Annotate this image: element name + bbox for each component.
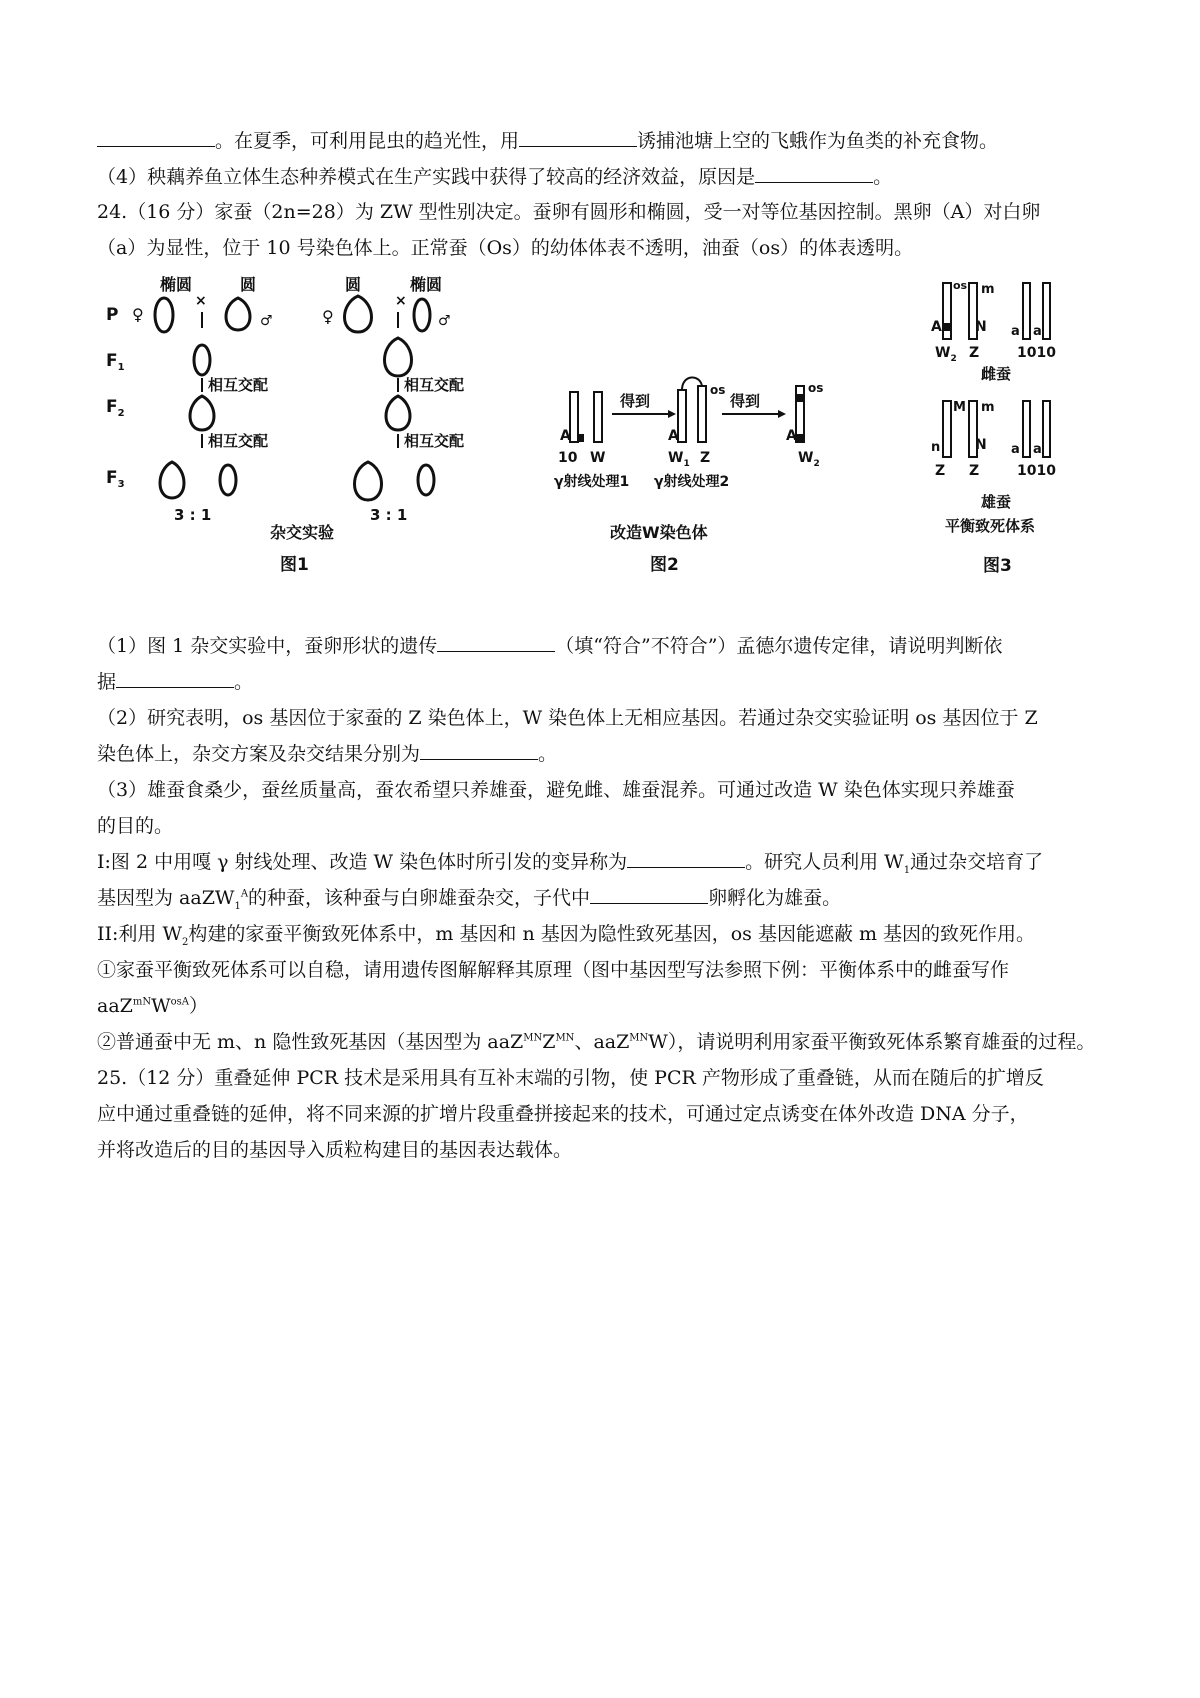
fig1-F2: $F_2$ [106,397,125,419]
fig1-mate-label: 相互交配 [208,432,269,450]
fig3-M: M [953,400,966,415]
answer-blank[interactable] [590,885,708,904]
egg-ellipse-icon [220,465,236,495]
fig2-10: 10 [558,450,578,466]
q24-intro-1: 24.（16 分）家蚕（2n=28）为 ZW 型性别决定。蚕卵有圆形和椭圆，受一对等位基因控制。黑卵（A）对白卵 [97,201,1041,223]
fig1-label-ellipse-right: 椭圆 [410,275,443,294]
fig2-os: os [710,383,726,397]
egg-round-icon [345,296,372,332]
fig3-a3: a [1011,442,1020,457]
answer-blank[interactable] [420,741,538,760]
figure-2 [550,370,870,580]
q24-p1-line2: 据 。 [97,671,254,693]
fig3-caption: 平衡致死体系 [945,517,1036,535]
egg-round-icon [190,396,214,430]
fig1-ratio-right: 3 : 1 [370,506,408,524]
fig1-label: 图1 [280,555,309,575]
egg-ellipse-icon [155,298,173,332]
egg-ellipse-icon [414,299,430,331]
fig1-label-ellipse-left: 椭圆 [160,275,193,294]
fig3-n: n [931,440,941,455]
fig2-label: 图2 [650,555,679,575]
female-icon: ♀ [322,307,334,326]
fig1-label-round-right: 圆 [345,275,362,294]
q24-pI-line1: I:图 2 中用嘎 γ 射线处理、改造 W 染色体时所引发的变异称为 。研究人员利用 $W_1$通过杂交培育了 [97,851,1044,876]
fig3-m: m [981,282,995,297]
fig2-W: W [590,450,606,466]
fig1-mate-label: 相互交配 [208,376,269,394]
fig2-caption: 改造W染色体 [610,523,708,542]
q24-pII-line: II:利用 $W_2$构建的家蚕平衡致死体系中，m 基因和 n 基因为隐性致死基因，os 基因能遮蔽 m 基因的致死作用。 [97,923,1036,948]
fig3-male: 雄蚕 [981,493,1012,511]
fig3-female: 雌蚕 [981,365,1012,383]
fig2-A3: A [786,428,797,444]
q24-c1-line1: ①家蚕平衡致死体系可以自稳，请用遗传图解解释其原理（图中基因型写法参照下例：平衡体系中的雌蚕写作 [97,959,1010,981]
q25-line2: 应中通过重叠链的延伸，将不同来源的扩增片段重叠拼接起来的技术，可通过定点诱变在体外改造 DNA 分子， [97,1103,1029,1125]
fig3-Z2: Z [935,463,946,479]
answer-blank[interactable] [755,164,873,183]
fig1-mate-label: 相互交配 [404,376,465,394]
q24-pI-line2: 基因型为 aaZW$_1^A$的种蚕，该种蚕与白卵雄蚕杂交，子代中 卵孵化为雄蚕。 [97,887,842,912]
answer-blank[interactable] [437,633,555,652]
q25-line1: 25.（12 分）重叠延伸 PCR 技术是采用具有互补末端的引物，使 PCR 产物形成了重叠链，从而在随后的扩增反 [97,1067,1044,1089]
egg-ellipse-icon [418,465,434,495]
fig1-mate-label: 相互交配 [404,432,465,450]
egg-ellipse-icon [194,345,210,375]
fig2-W1: $W_1$ [668,450,690,469]
figure-1 [100,270,500,580]
fig3-m2: m [981,400,995,415]
fig3-os: os [953,279,968,292]
q25-line3: 并将改造后的目的基因导入质粒构建目的基因表达载体。 [97,1139,573,1161]
fig2-Z: Z [700,450,711,466]
egg-round-icon [385,338,412,376]
egg-round-icon [386,396,410,430]
q24-c2-line: ②普通蚕中无 m、n 隐性致死基因（基因型为 $aaZ^{MN}Z^{MN}$、aaZ$^{MN}$W），请说明利用家蚕平衡致死体系繁育雄蚕的过程。 [97,1031,1096,1053]
fig3-Z3: Z [969,463,980,479]
fig3-a2: a [1033,324,1042,339]
male-icon: ♂ [438,313,451,329]
fig2-A: A [560,428,571,444]
fig3-1010-2: 1010 [1017,463,1056,479]
fig3-a: a [1011,324,1020,339]
fig3-N2: N [975,437,987,453]
cross-icon: × [195,293,207,309]
fig2-get1: 得到 [620,392,651,410]
answer-blank[interactable] [627,849,745,868]
q24-p2-line1: （2）研究表明，os 基因位于家蚕的 Z 染色体上，W 染色体上无相应基因。若通过杂交实验证明 os 基因位于 Z [97,707,1038,729]
cross-icon: × [395,293,407,309]
fig1-P: P [106,305,119,325]
fig3-W2: $W_2$ [935,345,957,364]
answer-blank[interactable] [116,669,234,688]
q23-line2: （4）秧藕养鱼立体生态种养模式在生产实践中获得了较高的经济效益，原因是 。 [97,166,893,188]
answer-blank[interactable] [519,128,637,147]
fig3-N: N [975,319,987,335]
fig2-ray1: γ射线处理1 [554,474,630,490]
fig2-W2: $W_2$ [798,450,820,469]
fig2-get2: 得到 [730,392,761,410]
fig1-F1: $F_1$ [106,351,125,373]
q24-p3-line1: （3）雄蚕食桑少，蚕丝质量高，蚕农希望只养雄蚕，避免雌、雄蚕混养。可通过改造 W 染色体实现只养雄蚕 [97,779,1015,801]
fig2-os2: os [808,381,824,395]
fig1-F3: $F_3$ [106,468,125,490]
answer-blank[interactable] [97,128,215,147]
q24-c1-line2: $aaZ^{mN}W^{osA}$） [97,995,209,1017]
fig1-caption: 杂交实验 [270,523,335,542]
egg-round-icon [355,462,382,500]
fig3-1010: 1010 [1017,345,1056,361]
fig3-Z: Z [969,345,980,361]
q23-line1: 。在夏季，可利用昆虫的趋光性，用 诱捕池塘上空的飞蛾作为鱼类的补充食物。 [97,128,998,154]
figure-3 [925,275,1105,580]
female-icon: ♀ [132,305,144,324]
fig3-a4: a [1033,442,1042,457]
egg-round-icon [160,462,184,498]
egg-round-icon [226,298,250,330]
fig2-A2: A [668,428,679,444]
q24-intro-2: （a）为显性，位于 10 号染色体上。正常蚕（Os）的幼体体表不透明，油蚕（os）的体表透明。 [97,237,914,259]
fig1-ratio-left: 3 : 1 [174,506,212,524]
q24-p3-line2: 的目的。 [97,815,174,837]
fig3-label: 图3 [983,556,1012,576]
fig1-label-round-left: 圆 [240,275,257,294]
fig3-A: A [931,319,942,335]
q24-p2-line2: 染色体上，杂交方案及杂交结果分别为 。 [97,743,558,765]
q24-p1-line1: （1）图 1 杂交实验中，蚕卵形状的遗传 （填“符合”不符合”）孟德尔遗传定律，请说明判断依 [97,635,1003,657]
fig2-ray2: γ射线处理2 [654,474,730,490]
male-icon: ♂ [260,313,273,329]
